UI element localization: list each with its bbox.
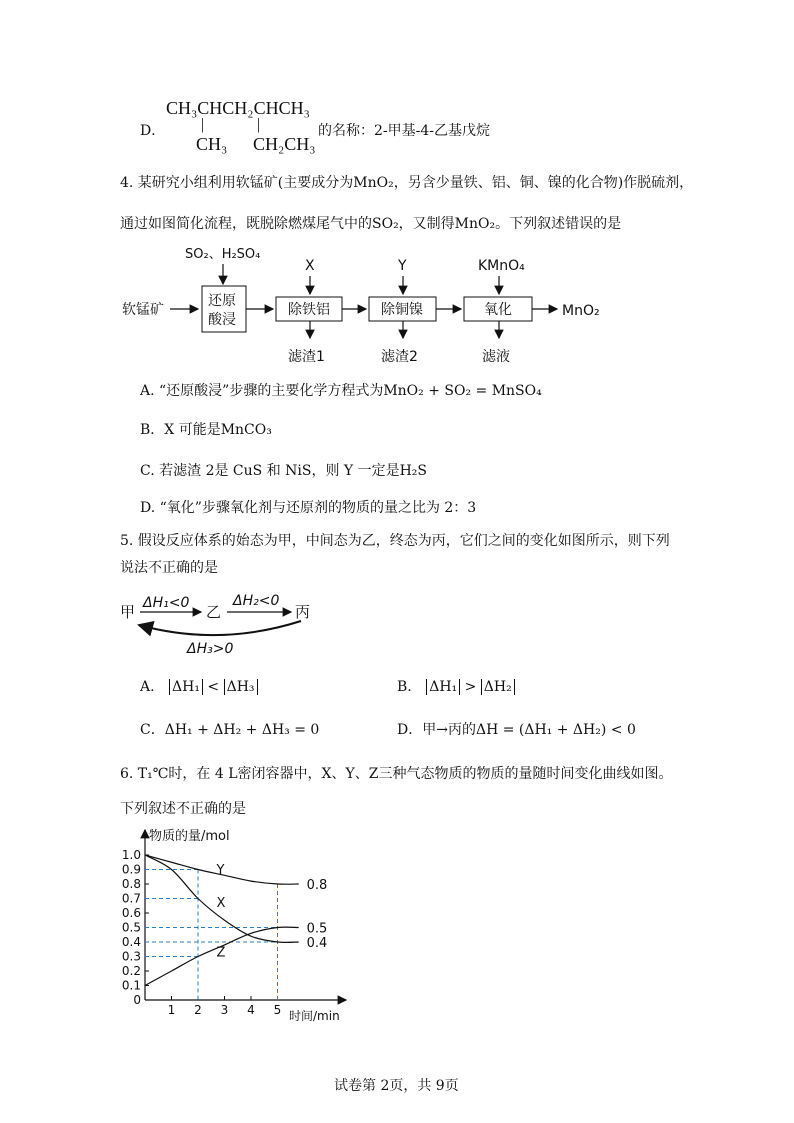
flow-reagent-4: KMnO₄: [478, 258, 525, 274]
y-tick-label: 0.1: [121, 978, 141, 993]
q3d-name: 的名称：2-甲基-4-乙基戊烷: [318, 123, 491, 139]
q3d-formula-main: CH₃CHCH₂CHCH₃: [166, 98, 310, 118]
flow-box-4-label: 氧化: [484, 302, 512, 318]
state-jia: 甲: [120, 603, 136, 621]
y-tick-label: 0.4: [121, 935, 141, 949]
series-label-X: X: [216, 896, 226, 912]
y-tick-label: 0: [133, 993, 141, 1007]
dh2-label: ΔH₂<0: [233, 593, 280, 609]
x-axis-label: 时间/min: [289, 1009, 340, 1023]
y-tick-label: 0.7: [121, 891, 141, 906]
flow-box-3-label: 除铜镍: [381, 302, 423, 318]
q3d-bond-1: |: [201, 116, 205, 133]
y-tick-label: 0.2: [121, 964, 141, 978]
x-tick-label: 1: [167, 1003, 176, 1017]
flow-out-4: 滤液: [482, 349, 510, 365]
series-label-Z: Z: [216, 945, 226, 961]
q6-stem-line1: 6. T₁℃时，在 4 L密闭容器中，X、Y、Z三种气态物质的物质的量随时间变化曲线如图。: [120, 766, 673, 782]
page-footer: 试卷第 2页，共 9页: [334, 1078, 459, 1094]
flow-reagent-2: X: [305, 258, 315, 274]
x-tick-label: 3: [220, 1003, 229, 1017]
q5-option-a-op: <: [207, 679, 220, 695]
q4-option-d: D. “氧化”步骤氧化剂与还原剂的物质的量之比为 2：3: [140, 500, 477, 516]
q5-option-a-label: A.: [140, 679, 155, 695]
series-label-Y: Y: [216, 862, 225, 878]
q6-stem-line2: 下列叙述不正确的是: [120, 801, 246, 817]
q5-energy-diagram: [115, 585, 330, 660]
q4-option-b: B．X 可能是MnCO₃: [140, 422, 272, 438]
x-tick-label: 2: [194, 1003, 202, 1017]
q5-option-b: [397, 679, 515, 695]
q5-option-b-right: ΔH₂: [481, 679, 515, 695]
flow-start: 软锰矿: [122, 302, 164, 318]
q4-option-c: C. 若滤渣 2是 CuS 和 NiS，则 Y 一定是H₂S: [140, 463, 428, 479]
q4-flow-diagram: [110, 240, 630, 370]
q6-line-chart: [110, 824, 370, 1024]
flow-out-2: 滤渣1: [288, 349, 325, 365]
q5-option-b-op: >: [464, 679, 477, 695]
flow-box-1-line2: 酸浸: [208, 312, 236, 328]
q5-option-b-left: ΔH₁: [426, 679, 460, 695]
q3d-bond-2: |: [257, 116, 261, 133]
state-yi: 乙: [206, 603, 222, 621]
flow-reagent-1: SO₂、H₂SO₄: [185, 247, 261, 262]
x-tick-label: 5: [273, 1003, 282, 1017]
series-end-label-X: 0.4: [306, 936, 328, 951]
q5-option-a: [140, 679, 258, 695]
q5-option-a-left: ΔH₁: [169, 679, 203, 695]
q3d-sub1: CH₃: [196, 134, 228, 154]
dh1-label: ΔH₁<0: [143, 595, 190, 611]
y-tick-label: 1.0: [121, 848, 141, 862]
q4-stem-line2: 通过如图简化流程，既脱除燃煤尾气中的SO₂，又制得MnO₂。下列叙述错误的是: [120, 216, 622, 232]
q4-stem-line1: 4. 某研究小组利用软锰矿(主要成分为MnO₂，另含少量铁、铝、铜、镍的化合物)作脱硫剂，: [120, 175, 694, 191]
q5-stem-line2: 说法不正确的是: [120, 560, 218, 576]
q5-option-c: C．ΔH₁ + ΔH₂ + ΔH₃ = 0: [140, 722, 320, 738]
y-tick-label: 0.5: [121, 920, 141, 935]
q5-option-b-label: B.: [397, 679, 412, 695]
flow-reagent-3: Y: [398, 258, 407, 274]
series-end-label-Z: 0.5: [306, 921, 328, 937]
dh3-label: ΔH₃>0: [187, 641, 234, 657]
y-tick-label: 0.3: [121, 949, 141, 964]
q5-stem-line1: 5. 假设反应体系的始态为甲，中间态为乙，终态为丙，它们之间的变化如图所示，则下列: [120, 533, 670, 549]
q5-option-d: D．甲→丙的ΔH = (ΔH₁ + ΔH₂) < 0: [397, 722, 636, 738]
flow-box-1-line1: 还原: [208, 293, 236, 309]
y-tick-label: 0.6: [121, 906, 141, 920]
q5-option-a-right: ΔH₃: [224, 679, 258, 695]
flow-end: MnO₂: [562, 303, 600, 319]
y-tick-label: 0.8: [121, 877, 141, 891]
q3d-label: D．: [140, 123, 166, 139]
flow-box-2-label: 除铁铝: [288, 302, 330, 318]
y-axis-label: 物质的量/mol: [149, 829, 230, 844]
series-end-label-Y: 0.8: [306, 878, 328, 893]
state-bing: 丙: [295, 603, 311, 621]
x-tick-label: 4: [247, 1003, 255, 1017]
q3d-sub2: CH₂CH₃: [253, 134, 316, 154]
arrow-bing-jia: [139, 621, 301, 635]
y-tick-label: 0.9: [121, 862, 141, 877]
flow-out-3: 滤渣2: [381, 349, 418, 365]
q4-option-a: A. “还原酸浸”步骤的主要化学方程式为MnO₂ + SO₂ = MnSO₄: [140, 383, 542, 399]
